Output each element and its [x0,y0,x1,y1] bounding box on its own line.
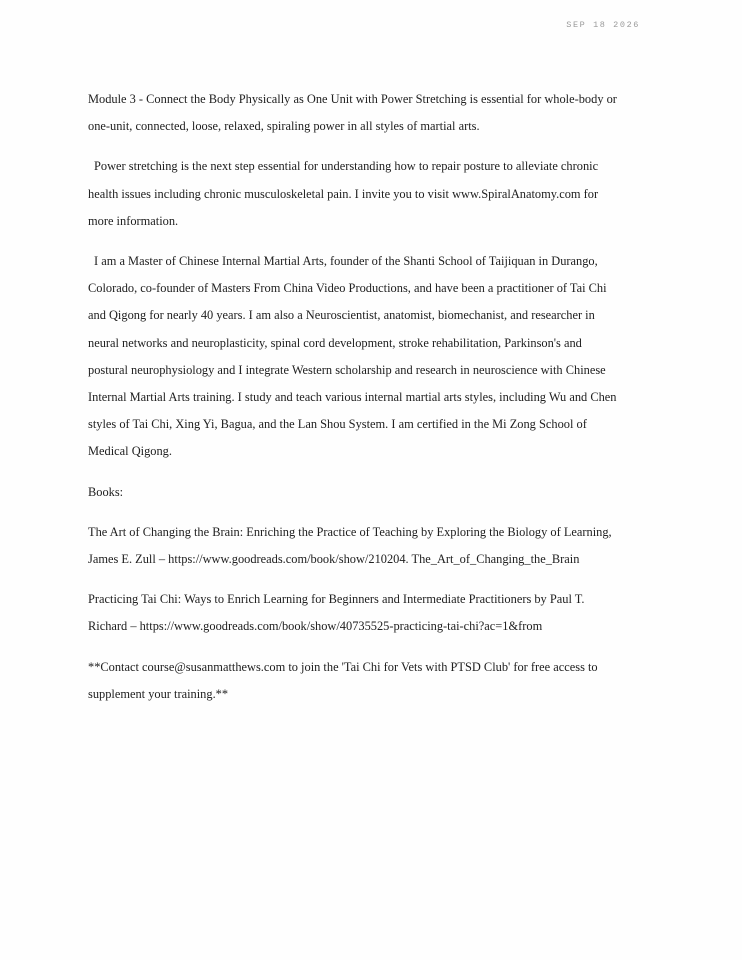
books-heading: Books: [88,484,124,499]
document-body [88,86,618,721]
power-stretching-paragraph: Power stretching is the next step essential for understanding how to repair posture to alleviate chronic health issues including chronic musculoskeletal pain. I invite you to visit www.SpiralAnatomy.com for more information. [88,159,599,228]
author-bio-paragraph: I am a Master of Chinese Internal Martial Arts, founder of the Shanti School of Taijiquan in Durango, Colorado, co-founder of Masters From China Video Productions, and have been a practitioner of Tai Chi and Qigong for nearly 40 years. I am also a Neuroscientist, anatomist, biomechanist, and researcher in neural networks and neuroplasticity, spinal cord development, stroke rehabilitation, Parkinson's and postural neurophysiology and I integrate Western scholarship and research in neuroscience with Chinese Internal Martial Arts training. I study and teach various internal martial arts styles, including Wu and Chen styles of Tai Chi, Xing Yi, Bagua, and the Lan Shou System. I am certified in the Mi Zong School of Medical Qigong. [88,254,617,459]
module-3-paragraph: Module 3 - Connect the Body Physically as One Unit with Power Stretching is essential for whole-body or one-unit, connected, loose, relaxed, spiraling power in all styles of martial arts. [88,92,617,134]
page-date-stamp: SEP 18 2026 [566,20,640,30]
book-reference-zull: The Art of Changing the Brain: Enriching the Practice of Teaching by Exploring the Biology of Learning, James E. Zull – https://www.goodreads.com/book/show/210204. The_Art_of_Changing_the_Brain [88,524,612,567]
book-reference-richard: Practicing Tai Chi: Ways to Enrich Learning for Beginners and Intermediate Practitioners by Paul T. Richard – https://www.goodreads.com/book/show/40735525-practicing-tai-chi?ac=1&from [88,592,585,634]
contact-note: **Contact course@susanmatthews.com to join the 'Tai Chi for Vets with PTSD Club' for free access to supplement your training.** [88,659,598,701]
